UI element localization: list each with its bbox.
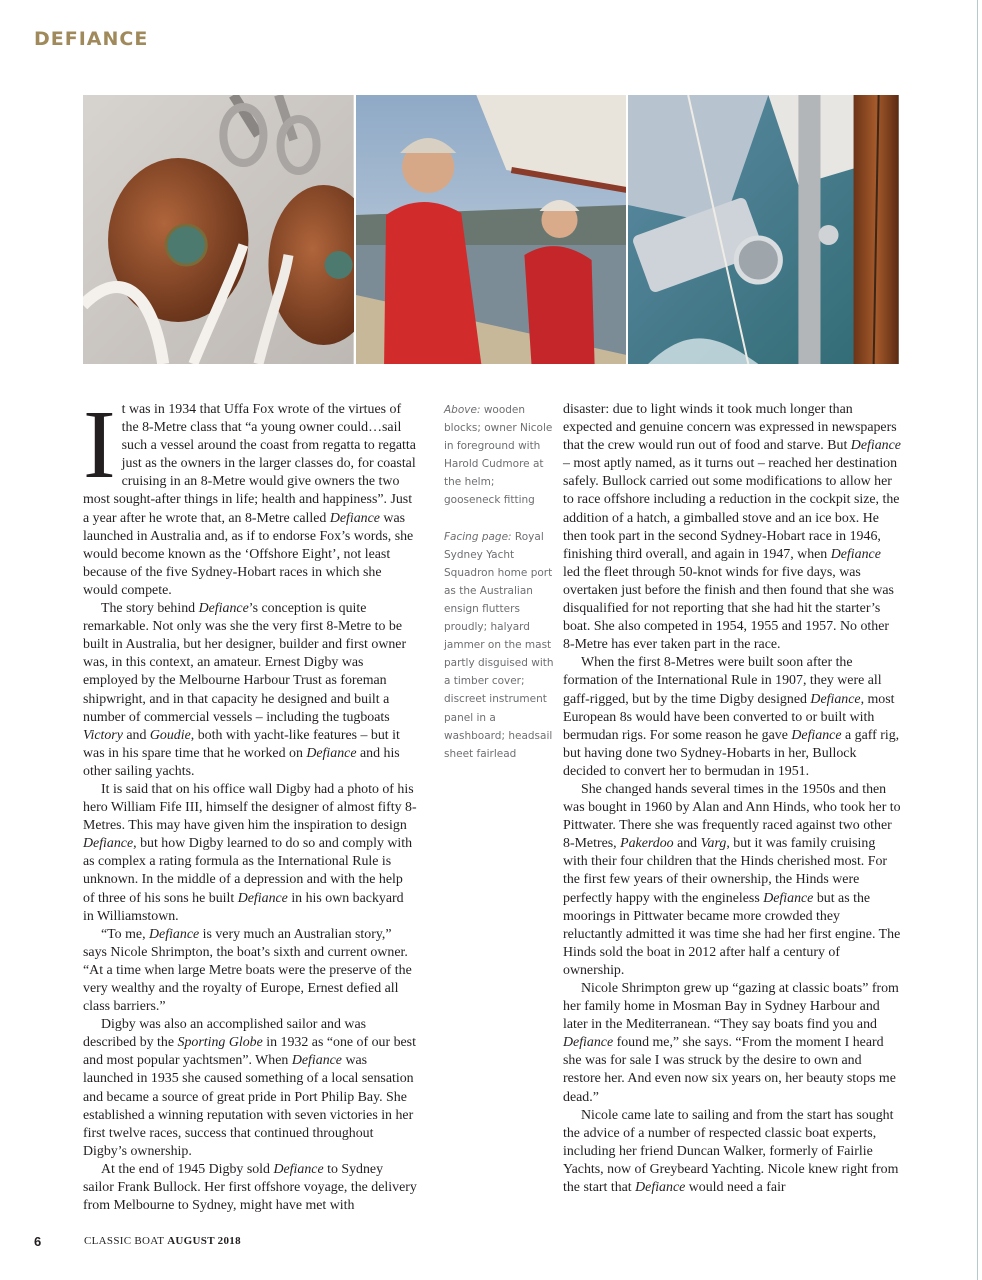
italic-title: Defiance bbox=[763, 890, 814, 906]
article-column-left bbox=[83, 391, 417, 1215]
italic-title: Defiance bbox=[306, 745, 357, 761]
text-run: The story behind bbox=[101, 601, 199, 617]
text-run: Digby was also an accomplished sailor and was described by the bbox=[83, 1017, 367, 1051]
italic-title: Defiance bbox=[291, 1053, 342, 1069]
text-run: found me,” she says. “From the moment I heard she was for sale I was struck by the desire to own and restore her. And even now six years on, her beauty stops me dead.” bbox=[563, 1035, 896, 1105]
text-run: It is said that on his office wall Digby had a photo of his hero William Fife III, himself the designer of almost fifty 8-Metres. This may have given him the inspiration to design bbox=[83, 781, 417, 834]
article-paragraph bbox=[563, 654, 901, 781]
italic-title: Defiance bbox=[273, 1161, 324, 1177]
article-column-right bbox=[563, 401, 901, 1197]
italic-title: Defiance bbox=[791, 727, 842, 743]
caption-above-text: wooden blocks; owner Nicole in foreground with Harold Cudmore at the helm; gooseneck fitting bbox=[444, 404, 553, 507]
text-run: was launched in Australia and, as if to endorse Fox’s words, she would become known as the ‘Offshore Eight’, not least because of the five Sydney-Hobart races in which she would compete. bbox=[83, 510, 414, 598]
italic-title: Defiance bbox=[563, 1035, 614, 1051]
page-number: 6 bbox=[34, 1234, 42, 1249]
italic-title: Defiance bbox=[83, 836, 134, 852]
page-edge-rule bbox=[977, 0, 978, 1280]
wooden-blocks-photo bbox=[83, 95, 354, 364]
italic-title: Defiance bbox=[198, 601, 249, 617]
text-run: to Sydney sailor Frank Bullock. Her first offshore voyage, the delivery from Melbourne to Sydney, might have met with bbox=[83, 1161, 417, 1214]
article-paragraph bbox=[83, 600, 417, 781]
text-run: She changed hands several times in the 1950s and then was bought in 1960 by Alan and Ann Hinds, who took her to Pittwater. There she was frequently raced against two other 8-Metres, bbox=[563, 781, 901, 852]
article-paragraph bbox=[563, 781, 901, 980]
text-run: When the first 8-Metres were built soon after the formation of the International Rule in 1907, they were all gaff-rigged, but by the time Digby designed bbox=[563, 655, 882, 707]
caption-facing-text: Royal Sydney Yacht Squadron home port as the Australian ensign flutters proudly; halyard jammer on the mast partly disguised with a timber cover; discreet instrument panel in a washboard; headsail sheet fairlead bbox=[444, 530, 554, 760]
crew-on-deck-photo bbox=[356, 95, 627, 364]
caption-above-label: Above: bbox=[444, 404, 481, 416]
text-run: but as the moorings in Pittwater became more crowded they reluctantly admitted it was time she had her first engine. The Hinds sold the boat in 2012 after half a century of ownership. bbox=[563, 890, 901, 978]
article-paragraph bbox=[83, 1016, 417, 1161]
article-paragraph bbox=[83, 391, 417, 600]
italic-title: Sporting Globe bbox=[177, 1035, 263, 1051]
text-run: , but how Digby learned to do so and comply with as complex a rating formula as the International Rule is unknown. In the middle of a depression and with the help of three of his sons he built bbox=[83, 836, 413, 906]
text-run: and bbox=[122, 727, 150, 743]
text-run: led the fleet through 50-knot winds for five days, was overtaken just before the finish and then found that she was disqualified for not reporting that she had hit the starter’s boat. She also competed in 1954, 1955 and 1957. No other 8-Metre has ever taken part in the race. bbox=[563, 564, 894, 653]
article-paragraph bbox=[563, 401, 901, 654]
text-run: , but it was family cruising with their four children that the Hinds cherished most. For the first few years of their ownership, the Hinds were perfectly happy with the engineless bbox=[563, 836, 888, 906]
text-run: in his own backyard in Williamstown. bbox=[83, 890, 404, 924]
caption-above bbox=[444, 401, 554, 510]
issue-date: AUGUST 2018 bbox=[167, 1235, 241, 1247]
article-paragraph bbox=[563, 980, 901, 1107]
section-title: DEFIANCE bbox=[34, 28, 149, 50]
italic-title: Goudie bbox=[149, 727, 191, 743]
text-run: Nicole came late to sailing and from the start has sought the advice of a number of respected classic boat experts, including her friend Duncan Walker, formerly of Fairlie Yachts, now of Greybeard Yachting. Nicole knew right from the start that bbox=[563, 1107, 899, 1196]
text-run: Nicole Shrimpton grew up “gazing at classic boats” from her family home in Mosman Bay in Sydney Harbour and later in the Mediterranean. “They say boats find you and bbox=[563, 981, 899, 1033]
italic-title: Varg bbox=[700, 836, 727, 852]
italic-title: Defiance bbox=[237, 890, 288, 906]
article-paragraph bbox=[563, 1107, 901, 1197]
article-paragraph bbox=[83, 1161, 417, 1215]
text-run: – most aptly named, as it turns out – reached her destination safely. Bullock carried out some modifications to allow her to race offshore including a reduction in the cockpit size, the addition of a hatch, a gimballed stove and an ice box. He then took part in the second Sydney-Hobart race in 1946, finishing third overall, and again in 1947, when bbox=[563, 456, 900, 562]
text-run: in 1932 as “one of our best and most popular yachtsmen”. When bbox=[83, 1035, 416, 1069]
text-run: “To me, bbox=[101, 926, 150, 942]
text-run: was launched in 1935 she caused something of a local sensation and became a source of great pride in Port Philip Bay. She established a winning reputation with seven victories in her first twelve races, success that continued throughout Digby’s ownership. bbox=[83, 1053, 414, 1159]
italic-title: Defiance bbox=[830, 546, 881, 562]
text-run: , most European 8s would have been converted to or built with bermudan rigs. For some reason he gave bbox=[563, 691, 895, 743]
article-paragraph bbox=[83, 781, 417, 926]
italic-title: Pakerdoo bbox=[620, 836, 674, 852]
photo-caption bbox=[444, 401, 554, 763]
drop-cap: I bbox=[83, 391, 116, 499]
caption-facing bbox=[444, 528, 554, 763]
italic-title: Defiance bbox=[850, 438, 901, 454]
italic-title: Defiance bbox=[329, 510, 380, 526]
text-run: disaster: due to light winds it took much longer than expected and genuine concern was expressed in newspapers that the crew would run out of food and starve. But bbox=[563, 402, 897, 454]
text-run: would need a fair bbox=[685, 1180, 786, 1196]
italic-title: Victory bbox=[83, 727, 123, 743]
text-run: and bbox=[673, 836, 701, 852]
text-run: a gaff rig, but having done two Sydney-Hobarts in her, Bullock decided to convert her to bermudan in 1951. bbox=[563, 727, 900, 779]
text-run: and his other sailing yachts. bbox=[83, 745, 400, 779]
running-footer bbox=[84, 1235, 241, 1247]
magazine-name: CLASSIC BOAT bbox=[84, 1235, 165, 1247]
photo-strip bbox=[83, 95, 899, 364]
italic-title: Defiance bbox=[149, 926, 200, 942]
italic-title: Defiance bbox=[635, 1180, 686, 1196]
gooseneck-fitting-photo bbox=[628, 95, 899, 364]
italic-title: Defiance bbox=[810, 691, 861, 707]
text-run: , both with yacht-like features – but it was in his spare time that he worked on bbox=[83, 727, 400, 761]
article-paragraph bbox=[83, 926, 417, 1016]
text-run: ’s conception is quite remarkable. Not only was she the very first 8-Metre to be built in Australia, but her designer, builder and first owner was, in this context, an amateur. Ernest Digby was employed by the Melbourne Harbour Trust as foreman shipwright, and in that capacity he designed and built a number of commercial vessels – including the tugboats bbox=[83, 601, 407, 725]
text-run: At the end of 1945 Digby sold bbox=[101, 1161, 274, 1177]
text-run: t was in 1934 that Uffa Fox wrote of the virtues of the 8-Metre class that “a young owner could…sail such a vessel around the coast from regatta to regatta just as the owners in the larger classes do, for coastal cruising in an 8-Metre would give owners the two most sought-after things in life; health and happiness”. Just a year after he wrote that, an 8-Metre called bbox=[83, 402, 416, 526]
text-run: is very much an Australian story,” says Nicole Shrimpton, the boat’s sixth and current owner. “At a time when large Metre boats were the preserve of the very wealthy and the royalty of Europe, Ernest defied all class barriers.” bbox=[83, 926, 412, 1015]
caption-facing-label: Facing page: bbox=[444, 530, 512, 543]
